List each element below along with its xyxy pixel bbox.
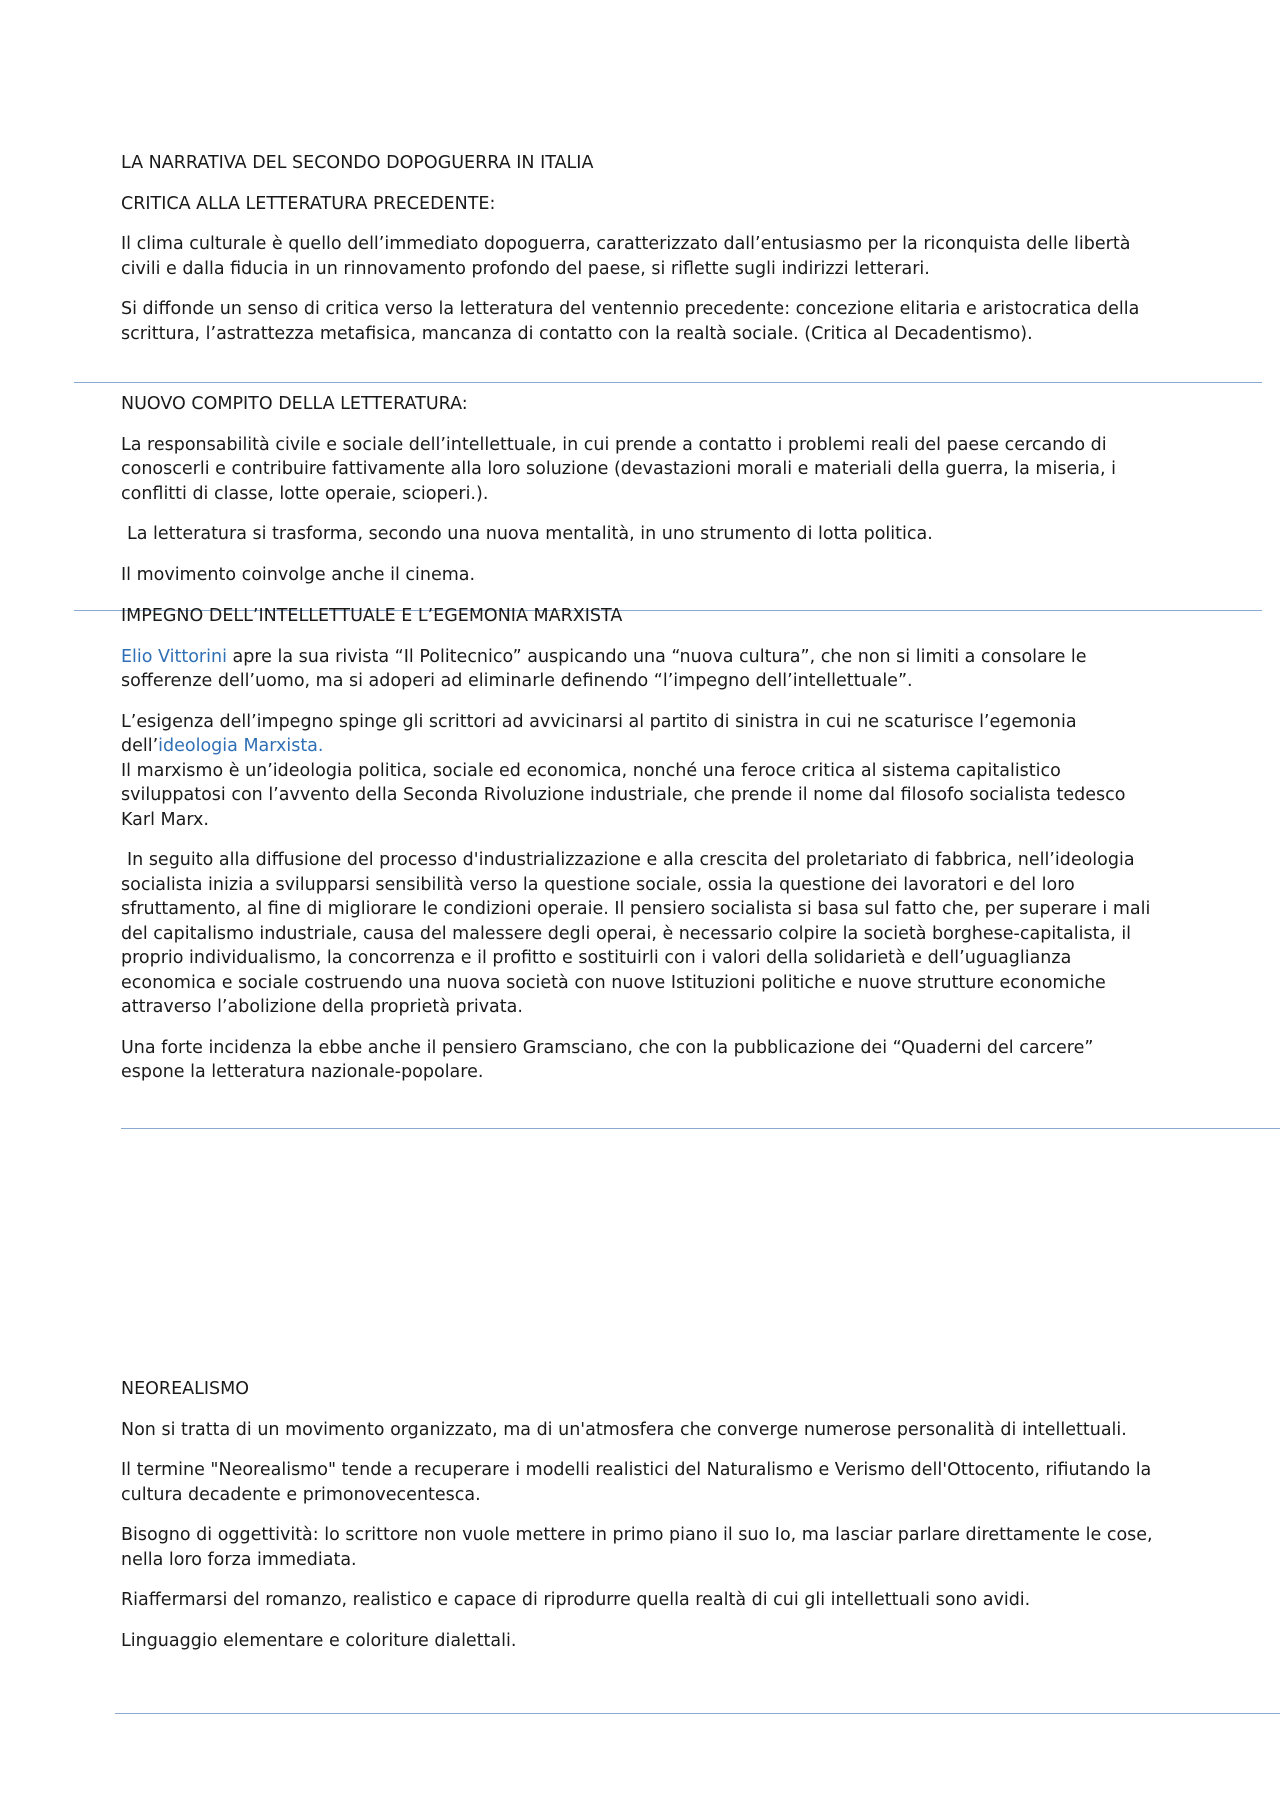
section-nuovo-compito [121, 392, 1161, 603]
section-impegno [121, 604, 1161, 1101]
paragraph: Elio Vittorini apre la sua rivista “Il Politecnico” auspicando una “nuova cultura”, che non si limiti a consolare le sofferenze dell’uomo, ma si adoperi ad eliminarle definendo “l’impegno dell’intellettuale”. [121, 646, 1087, 691]
paragraph: La responsabilità civile e sociale dell’intellettuale, in cui prende a contatto i problemi reali del paese cercando di conoscerli e contribuire fattivamente alla loro soluzione (devastazioni morali e materiali della guerra, la miseria, i conflitti di classe, lotte operaie, scioperi.). [121, 434, 1116, 504]
section-heading-critica: CRITICA ALLA LETTERATURA PRECEDENTE: [121, 193, 496, 214]
paragraph: La letteratura si trasforma, secondo una nuova mentalità, in uno strumento di lotta politica. [127, 524, 933, 544]
section-divider [121, 1128, 1280, 1129]
paragraph: Una forte incidenza la ebbe anche il pensiero Gramsciano, che con la pubblicazione dei “Quaderni del carcere” espone la letteratura nazionale-popolare. [121, 1037, 1094, 1082]
paragraph: Si diffonde un senso di critica verso la letteratura del ventennio precedente: concezione elitaria e aristocratica della scrittura, l’astrattezza metafisica, mancanza di contatto con la realtà sociale. (Critica al Decadentismo). [121, 299, 1140, 344]
document-title: LA NARRATIVA DEL SECONDO DOPOGUERRA IN ITALIA [121, 153, 594, 173]
section-neorealismo [121, 1377, 1161, 1669]
paragraph: L’esigenza dell’impegno spinge gli scrittori ad avvicinarsi al partito di sinistra in cui ne scaturisce l’egemonia dell’ideologia Marxista. Il marxismo è un’ideologia politica, sociale ed economica, nonché una feroce critica al sistema capitalistico sviluppatosi con l’avvento della Seconda Rivoluzione industriale, che prende il nome dal filosofo socialista tedesco Karl Marx. [121, 711, 1126, 830]
ideologia-marxista-link[interactable]: ideologia Marxista. [158, 736, 324, 756]
paragraph: Il movimento coinvolge anche il cinema. [121, 564, 476, 585]
section-heading-nuovo-compito: NUOVO COMPITO DELLA LETTERATURA: [121, 394, 468, 414]
elio-vittorini-link[interactable]: Elio Vittorini [121, 646, 227, 667]
section-divider [74, 382, 1262, 383]
paragraph: Il termine "Neorealismo" tende a recuperare i modelli realistici del Naturalismo e Verismo dell'Ottocento, rifiutando la cultura decadente e primonovecentesca. [121, 1460, 1152, 1505]
section-divider [115, 1713, 1280, 1714]
paragraph: Bisogno di oggettività: lo scrittore non vuole mettere in primo piano il suo Io, ma lasciar parlare direttamente le cose, nella loro forza immediata. [121, 1525, 1153, 1570]
paragraph: Il clima culturale è quello dell’immediato dopoguerra, caratterizzato dall’entusiasmo per la riconquista delle libertà civili e dalla fiducia in un rinnovamento profondo del paese, si riflette sugli indirizzi letterari. [121, 234, 1131, 279]
section-heading-impegno: IMPEGNO DELL’INTELLETTUALE E L’EGEMONIA MARXISTA [121, 606, 623, 626]
section-heading-neorealismo: NEOREALISMO [121, 1379, 250, 1399]
section-critica [121, 151, 1161, 362]
paragraph: In seguito alla diffusione del processo d'industrializzazione e alla crescita del proletariato di fabbrica, nell’ideologia socialista inizia a svilupparsi sensibilità verso la questione sociale, ossia la questione dei lavoratori e del loro sfruttamento, al fine di migliorare le condizioni operaie. Il pensiero socialista si basa sul fatto che, per superare i mali del capitalismo industriale, causa del malessere degli operai, è necessario colpire la società borghese-capitalista, il proprio individualismo, la concorrenza e il profitto e sostituirli con i valori della solidarietà e dell’uguaglianza economica e sociale costruendo una nuova società con nuove Istituzioni politiche e nuove strutture economiche attraverso l’abolizione della proprietà privata. [121, 850, 1151, 1017]
paragraph: Riaffermarsi del romanzo, realistico e capace di riprodurre quella realtà di cui gli intellettuali sono avidi. [121, 1590, 1031, 1610]
paragraph: Non si tratta di un movimento organizzato, ma di un'atmosfera che converge numerose personalità di intellettuali. [121, 1419, 1127, 1440]
paragraph: Linguaggio elementare e coloriture dialettali. [121, 1630, 517, 1651]
